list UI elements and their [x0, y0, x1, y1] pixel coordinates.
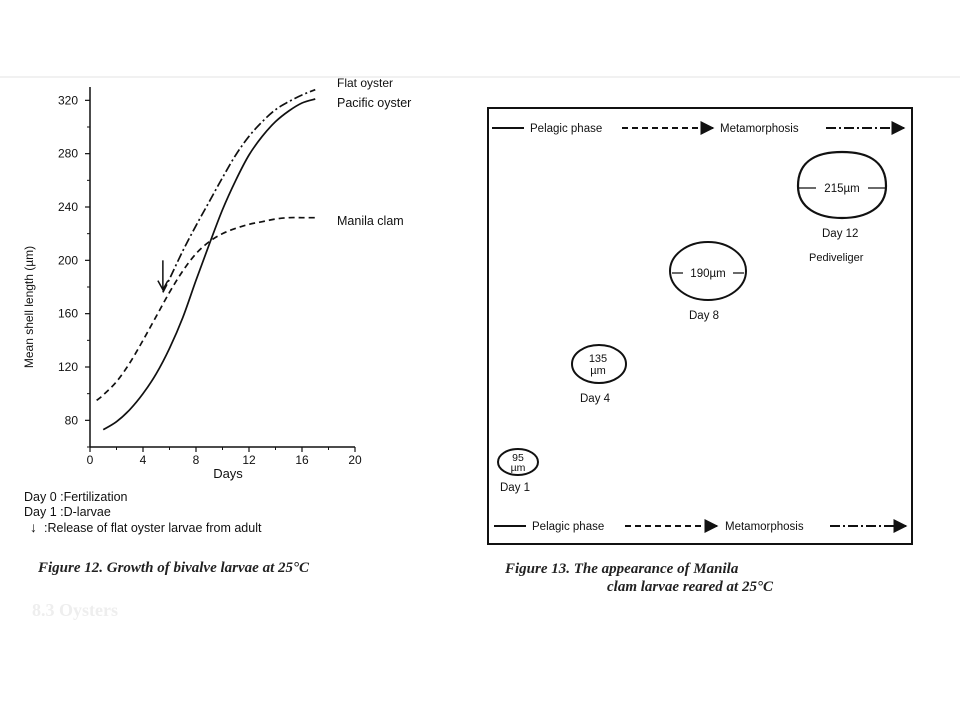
larva-day1-size: 95 [512, 452, 524, 464]
x-tick-label: 16 [295, 453, 309, 467]
figure-12-caption: Figure 12. Growth of bivalve larvae at 25°C [38, 560, 309, 576]
series-line-manila-clam [97, 218, 316, 401]
note-release-text: :Release of flat oyster larvae from adult [44, 521, 262, 535]
series-line-pacific-oyster [103, 99, 315, 430]
y-tick-label: 320 [57, 93, 78, 108]
top-pelagic-label: Pelagic phase [530, 123, 603, 135]
y-tick-label: 240 [57, 200, 78, 214]
larva-day12-stage: Pediveliger [809, 252, 864, 264]
larva-day12-size: 215µm [824, 183, 860, 195]
larva-day8 [670, 242, 746, 322]
top-metamorphosis-label: Metamorphosis [720, 123, 799, 135]
note-release [24, 520, 261, 536]
y-tick-label: 120 [57, 360, 78, 374]
bottom-metamorphosis-label: Metamorphosis [725, 521, 804, 533]
larva-day4-unit: µm [590, 365, 606, 377]
figure-13-caption-line1: Figure 13. The appearance of Manila [505, 561, 739, 577]
y-tick-label: 80 [64, 413, 78, 428]
x-tick-label: 4 [139, 453, 147, 467]
larva-day4-size: 135 [588, 353, 608, 365]
larva-day4 [572, 345, 626, 405]
series-line-flat-oyster [163, 90, 315, 293]
larva-day8-label: Day 8 [689, 310, 720, 322]
down-arrow-icon: ↓ [30, 519, 37, 535]
legend-flat-oyster: Flat oyster [337, 76, 394, 90]
x-tick-label: 0 [86, 453, 94, 467]
x-axis-label: Days [213, 466, 243, 481]
section-heading-faded: 8.3 Oysters [32, 600, 118, 620]
larva-day1-label: Day 1 [500, 482, 531, 494]
larvae-diagram [480, 100, 920, 600]
figure-13-caption-line2: clam larvae reared at 25°C [607, 579, 773, 595]
larva-day12-label: Day 12 [822, 228, 859, 240]
chart-notes [24, 490, 261, 536]
chart-axes [90, 87, 355, 447]
larva-day4-label: Day 4 [580, 393, 611, 405]
diagram-frame [488, 108, 912, 544]
legend-pacific-oyster: Pacific oyster [337, 96, 412, 110]
x-tick-label: 12 [242, 453, 256, 467]
larva-day12 [798, 152, 886, 264]
y-tick-label: 280 [57, 146, 78, 161]
y-axis-label: Mean shell length (µm) [22, 245, 36, 369]
x-tick-label: 8 [192, 453, 200, 467]
legend-manila-clam: Manila clam [337, 214, 404, 228]
larva-day1 [498, 449, 538, 494]
chart-ticks [58, 93, 362, 467]
larva-day1-unit: µm [510, 462, 526, 474]
note-day1: Day 1 :D-larvae [24, 505, 111, 519]
x-tick-label: 20 [348, 453, 362, 467]
chart-series [97, 90, 316, 430]
note-day0: Day 0 :Fertilization [24, 490, 128, 504]
bottom-pelagic-label: Pelagic phase [532, 521, 605, 533]
y-tick-label: 200 [57, 253, 78, 268]
y-tick-label: 160 [57, 306, 78, 321]
larva-day8-size: 190µm [690, 268, 726, 280]
